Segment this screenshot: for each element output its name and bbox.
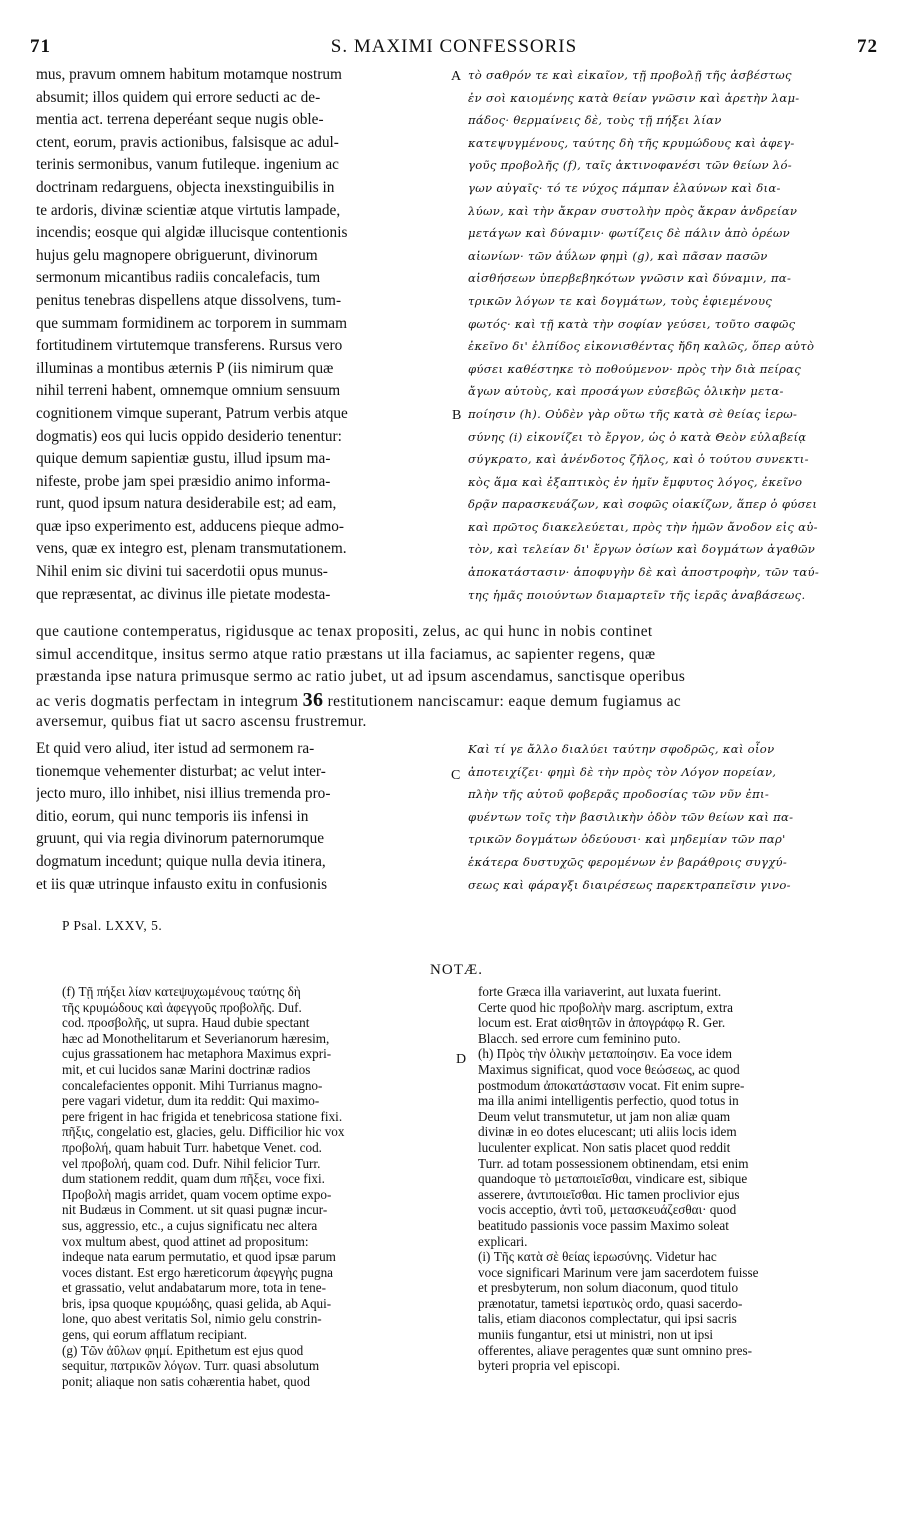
note-line: cujus grassationem hac metaphora Maximus expri- (62, 1046, 332, 1062)
note-line: indeque nata earum permutatio, et quod ipsæ parum (62, 1249, 336, 1265)
note-line: talis, etiam diaconos complectatur, qui ipsi sacris (478, 1311, 737, 1327)
margin-marker-c: C (451, 768, 461, 783)
greek-line: αἰσθήσεων ὑπερβεβηκότων γνῶσιν καὶ δύναμιν, πα- (468, 271, 792, 286)
greek-line: τὸν, καὶ τελείαν δι' ἔργων ὁσίων καὶ δογμάτων ἀγαθῶν (468, 542, 816, 557)
latin-line: que repræsentat, ac divinus ille pietate modesta- (36, 585, 331, 603)
full-line-text: ac veris dogmatis perfectam in integrum (36, 692, 299, 710)
latin-full-width-block (36, 621, 884, 734)
note-line: nit Budæus in Comment. ut sit quasi pugnæ incur- (62, 1202, 328, 1218)
page-header (30, 36, 878, 60)
greek-line: ποίησιν (h). Οὐδὲν γὰρ οὕτω τῆς κατὰ σὲ θείας ἱερω- (468, 406, 798, 421)
note-line: pere frigent in hac frigida et tenebricosa statione fixi. (62, 1108, 343, 1124)
note-line: (i) Τῆς κατὰ σὲ θείας ἱερωσύνης. Videtur hac (478, 1249, 717, 1265)
note-line: ponit; aliaque non satis cohærentia habet, quod (62, 1373, 310, 1389)
note-line: vox multum abest, quod attinet ad propositum: (62, 1233, 309, 1249)
greek-line: ἀποκατάστασιν· ἀποφυγὴν δὲ καὶ ἀποστροφὴν, τῶν ταύ- (468, 565, 820, 580)
latin-line: hujus gelu magnopere obriguerunt, divinorum (36, 246, 318, 264)
note-line: pere vagari videtur, dum ita reddit: Qui maximo- (62, 1093, 320, 1109)
full-line (36, 689, 884, 712)
latin-line: penitus tenebras dispellens atque dissolvens, tum- (36, 291, 342, 309)
latin-line: incendis; eosque qui algidæ illucisque contentionis (36, 224, 348, 242)
latin-line: mus, pravum omnem habitum motamque nostrum (36, 66, 342, 83)
note-line: forte Græca illa variaverint, aut luxata fuerint. (478, 984, 722, 999)
latin-line: ditio, eorum, qui nunc temporis iis infensi in (36, 807, 309, 825)
greek-line: δρᾷν παρασκευάζων, καὶ σοφῶς οἰακίζων, ἅπερ ὁ φύσει (468, 497, 818, 512)
latin-line: terinis sermonibus, vanum futileque. ingenium ac (36, 156, 339, 174)
note-line: ma illa animi intelligentis perfectio, quod totus in (478, 1093, 739, 1109)
note-line: προβολή, quam habuit Turr. habetque Venet. cod. (62, 1139, 322, 1155)
page-number-left: 71 (30, 36, 51, 57)
latin-line: tionemque vehementer disturbat; ac velut inter- (36, 762, 326, 780)
latin-line: que summam formidinem ac torporem in summam (36, 314, 347, 332)
note-line: sequitur, πατρικῶν λόγων. Turr. quasi absolutum (62, 1358, 320, 1374)
note-line: et grassatio, velut andabatarum more, tota in tene- (62, 1280, 327, 1296)
note-line: luculenter explicat. Non satis placet quod reddit (478, 1139, 731, 1155)
latin-line: vens, quæ ex integro est, plenam transmutationem. (36, 540, 347, 558)
note-line: postmodum ἀποκατάστασιν vocat. Fit enim supre- (478, 1077, 745, 1093)
latin-line: jecto muro, illo inhibet, nisi illius tremenda pro- (36, 785, 331, 803)
full-line: simul accenditque, insitus sermo atque ratio præstans ut illa faciamus, ac sapienter regens, quæ (36, 645, 656, 663)
notes-right-column (478, 984, 878, 1374)
note-line: beatitudo passionis voce passim Maximo soleat (478, 1217, 729, 1233)
notes-left-column (62, 984, 448, 1389)
latin-line: te ardoris, divinæ scientiæ atque virtutis lampade, (36, 201, 341, 219)
note-line: asserere, ἀντιποιεῖσθαι. Hic tamen proclivior ejus (478, 1186, 740, 1202)
margin-marker-d: D (456, 1052, 467, 1067)
note-line: mit, et cui lucidos sanæ Marini doctrinæ radios (62, 1061, 311, 1077)
greek-line: αἰωνίων· τῶν ἀΰλων φημὶ (g), καὶ πᾶσαν πασῶν (468, 248, 768, 263)
note-line: lone, quo abest veritatis Sol, nimio gelu constrin- (62, 1311, 322, 1327)
note-line: bris, ipsa quoque κρυμώδης, quasi gelida, ab Aqui- (62, 1295, 332, 1311)
full-line: que cautione contemperatus, rigidusque ac tenax propositi, zelus, ac qui hunc in nobis continet (36, 623, 653, 640)
note-line: πῆξις, congelatio est, glacies, gelu. Difficilior hic vox (62, 1124, 345, 1140)
note-line: cod. προσβολῆς, ut supra. Haud dubie spectant (62, 1015, 310, 1031)
note-line: explicari. (478, 1233, 528, 1249)
greek-line: ἑκάτερα δυστυχῶς φερομένων ἐν βαράθροις συγχύ- (468, 854, 788, 869)
greek-line: γων αὐγαῖς· τό τε νύχος πάμπαν ἐλαύνων καὶ δια- (468, 180, 781, 195)
note-line: voces distant. Est ergo hæreticorum ἀφεγγὴς pugna (62, 1264, 334, 1280)
page-number-right: 72 (857, 36, 878, 57)
greek-line: Καὶ τί γε ἄλλο διαλύει ταύτην σφοδρῶς, καὶ οἷον (468, 742, 775, 756)
greek-line: πλὴν τῆς αὐτοῦ φοβερᾶς προδοσίας τῶν νῦν ἐπι- (468, 787, 770, 802)
note-line: Blacch. sed errore cum feminino puto. (478, 1030, 681, 1046)
latin-line: absumit; illos quidem qui errore seducti ac de- (36, 88, 321, 106)
greek-line: ἐν σοὶ καιομένης κατὰ θείαν γνῶσιν καὶ ἀρετὴν λαμ- (468, 90, 800, 105)
note-line: prænotatur, tametsi ἱερατικὸς ordo, quasi sacerdo- (478, 1295, 743, 1311)
note-line: voce significari Marinum vere jam sacerdotem fuisse (478, 1264, 759, 1280)
note-line: quandoque τὸ μεταποιεῖσθαι, vindicare est, sibique (478, 1171, 748, 1187)
greek-line: τρικῶν δογμάτων ὁδεύουσι· καὶ μηδεμίαν τῶν παρ' (468, 832, 786, 847)
greek-line: κὸς ἅμα καὶ ἐξαπτικὸς ἐν ἡμῖν ἔμφυτος λόγος, ἐκεῖνο (468, 474, 803, 489)
note-line: (f) Τῇ πήξει λίαν κατεψυχωμένους ταύτης δὴ (62, 984, 301, 999)
latin-line: runt, quod ipsum natura desiderabile est; ad eam, (36, 495, 337, 513)
full-line: aversemur, quibus fiat ut sacro ascensu frustremur. (36, 713, 367, 731)
greek-line: λύων, καὶ τὴν ἄκραν συστολὴν πρὸς ἄκραν ἀνδρείαν (468, 203, 798, 218)
note-line: byteri propria vel episcopi. (478, 1358, 621, 1374)
note-line: hæc ad Monothelitarum et Severianorum hæresim, (62, 1030, 330, 1046)
latin-line: sermonum micantibus radiis concalefacis, tum (36, 269, 321, 287)
note-line: gens, qui eorum afflatum recipiant. (62, 1327, 248, 1343)
note-line: vel προβολή, quam cod. Dufr. Nihil felicior Turr. (62, 1155, 321, 1171)
greek-line: ἄγων αὐτοὺς, καὶ προσάγων εὐσεβῶς ὁλικὴν μετα- (468, 384, 784, 399)
greek-line: γοῦς προβολῆς (f), ταῖς ἀκτινοφανέσι τῶν θείων λό- (468, 158, 792, 173)
greek-line: σύγκρατο, καὶ ἀνένδοτος ζῆλος, καὶ ὁ τούτου συνεκτι- (468, 452, 809, 467)
note-line: offerentes, aliave peragentes quæ sunt omnino pres- (478, 1342, 753, 1358)
note-line: τῆς κρυμώδους καὶ ἀφεγγοῦς προβολῆς. Duf. (62, 999, 302, 1015)
greek-column-upper (468, 64, 880, 606)
greek-line: τὸ σαθρόν τε καὶ εἰκαῖον, τῇ προβολῇ τῆς ἀσβέστως (468, 68, 792, 82)
note-line: divinæ in eo dotes elucescant; uti aliis locis idem (478, 1124, 737, 1140)
note-line: Turr. ad totam possessionem obtinendam, etsi enim (478, 1155, 749, 1171)
latin-line: illuminas a montibus æternis P (iis nimirum quæ (36, 359, 334, 377)
notes-heading: NOTÆ. (430, 962, 483, 978)
latin-line: quæ ipso experimento est, adducens pieque admo- (36, 517, 344, 535)
note-line: dum stationem reddit, quam dum πῆξει, voce fixi. (62, 1171, 325, 1187)
latin-line: dogmatum incedunt; quique nulla devia itinera, (36, 852, 326, 870)
latin-line: nihil terreni habent, omnemque omnium sensuum (36, 382, 341, 400)
greek-line: φωτός· καὶ τῇ κατὰ τὴν σοφίαν γεύσει, τοῦτο σαφῶς (468, 316, 796, 331)
latin-column-upper (36, 64, 446, 606)
greek-line: της ἡμᾶς ποιούντων διαμαρτεῖν τῆς ἱερᾶς ἀναβάσεως. (468, 587, 806, 602)
greek-line: ἐκεῖνο δι' ἐλπίδος εἰκονισθέντας ἤδη καλῶς, ὅπερ αὐτὸ (468, 339, 815, 354)
note-line: (g) Τῶν ἀΰλων φημί. Epithetum est ejus quod (62, 1342, 304, 1358)
note-line: (h) Πρὸς τὴν ὁλικὴν μεταποίησιν. Ea voce idem (478, 1046, 733, 1062)
latin-column-lower (36, 738, 446, 896)
latin-line: mentia act. terrena deperéant seque nugis oble- (36, 111, 324, 129)
latin-line: gruunt, qui via regia divinorum paternorumque (36, 830, 325, 848)
note-line: muniis fungantur, etsi ut ministri, non ut ipsi (478, 1327, 714, 1343)
latin-line: fortitudinem virtutemque transferens. Rursus vero (36, 337, 343, 355)
greek-line: τρικῶν λόγων τε καὶ δογμάτων, τοὺς ἐφιεμένους (468, 293, 773, 308)
full-line-text: restitutionem nanciscamur: eaque demum fugiamus ac (327, 692, 682, 710)
note-line: locum est. Erat αἰσθητῶν in ἀπογράφῳ R. Ger. (478, 1015, 726, 1031)
note-line: concalefacientes opponit. Mihi Turrianus magno- (62, 1077, 323, 1093)
greek-line: πάδος· θερμαίνεις δὲ, τοὺς τῇ πήξει λίαν (468, 113, 722, 128)
note-line: sus, aggressio, etc., a cujus significatu nec altera (62, 1217, 318, 1233)
column-number: 36 (302, 688, 324, 711)
greek-column-lower (468, 738, 880, 896)
full-line: præstanda ipse natura primusque sermo ac ratio jubet, ut ad ipsum ascendamus, sanctisque operibus (36, 668, 686, 686)
latin-line: Nihil enim sic divini tui sacerdotii opus munus- (36, 563, 328, 581)
latin-line: quique demum sapientiæ gustu, illud ipsum ma- (36, 450, 331, 468)
greek-line: σύνης (i) εἰκονίζει τὸ ἔργον, ὡς ὁ κατὰ Θεὸν εὐλαβείᾳ (468, 429, 807, 444)
greek-line: φύσει καθέστηκε τὸ ποθούμενον· πρὸς τὴν διὰ πείρας (468, 361, 802, 376)
running-title: S. MAXIMI CONFESSORIS (330, 36, 578, 57)
margin-marker-b: B (452, 408, 462, 423)
note-line: Certe quod hic προβολὴν marg. ascriptum, extra (478, 999, 734, 1015)
margin-marker-a: A (451, 69, 462, 84)
latin-line: Et quid vero aliud, iter istud ad sermonem ra- (36, 740, 315, 757)
note-line: Προβολὴ magis arridet, quam vocem optime expo- (62, 1186, 332, 1202)
footnote: P Psal. LXXV, 5. (62, 918, 163, 933)
greek-line: μετάγων καὶ δύναμιν· φωτίζεις δὲ πάλιν ἀπὸ ὀρέων (468, 226, 790, 241)
latin-line: ctent, eorum, pravis actionibus, falsisque ac adul- (36, 133, 339, 151)
greek-line: φυέντων τοῖς τὴν βασιλικὴν ὁδὸν τῶν θείων καὶ πα- (468, 809, 794, 824)
note-line: Deum velut transmutetur, ut jam non aliæ quam (478, 1108, 731, 1124)
greek-line: σεως καὶ φάραγξι διαιρέσεως παρεκτραπεῖσιν γινο- (468, 877, 791, 892)
latin-line: doctrinam redarguens, objecta inexstinguibilis in (36, 178, 335, 196)
note-line: Maximus significat, quod voce θεώσεως, ac quod (478, 1061, 740, 1077)
greek-line: καὶ πρῶτος διακελεύεται, πρὸς τὴν ἡμῶν ἄνοδον εἰς αὐ- (468, 519, 818, 534)
greek-line: κατεψυγμένους, ταύτης δὴ τῆς κρυμώδους καὶ ἀφεγ- (468, 135, 795, 150)
greek-line: ἀποτειχίζει· φημὶ δὲ τὴν πρὸς τὸν Λόγον πορείαν, (468, 764, 777, 779)
latin-line: et iis quæ utrinque infausto exitu in confusionis (36, 875, 328, 893)
latin-line: nifeste, probe jam spei præsidio animo informa- (36, 472, 331, 490)
latin-line: dogmatis) eos qui lucis oppido desiderio tenentur: (36, 427, 342, 445)
note-line: vocis acceptio, ἀντὶ τοῦ, μετασκευάζεσθαι· quod (478, 1202, 737, 1218)
latin-line: cognitionem vimque superant, Patrum verbis atque (36, 404, 348, 422)
note-line: et presbyterum, non solum diaconum, quod titulo (478, 1280, 739, 1296)
